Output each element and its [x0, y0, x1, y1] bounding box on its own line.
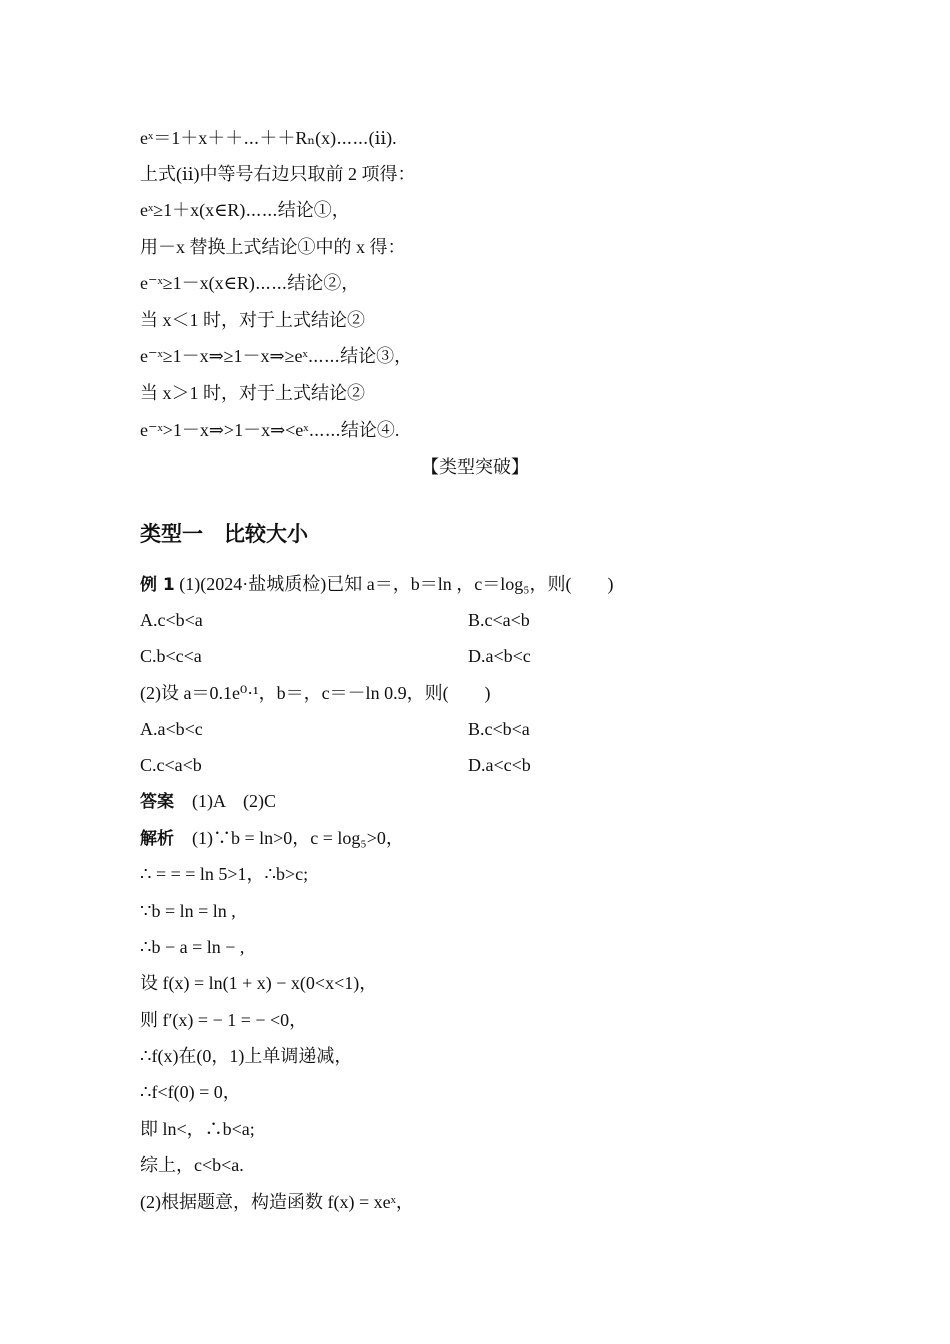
question-text: (1)(2024·盐城质检)已知 a＝，b＝ln ，c＝log₅，则( ) — [174, 574, 614, 594]
option-a: A.c<b<a — [140, 610, 203, 630]
solution-line: ∴f<f(0) = 0， — [140, 1082, 241, 1102]
answer-text: (1)A (2)C — [174, 791, 276, 811]
solution-line: 综上，c<b<a. — [140, 1155, 244, 1175]
text-line: 用－x 替换上式结论①中的 x 得： — [140, 237, 406, 257]
example-question-1 — [140, 573, 613, 596]
solution-line: ∴b − a = ln − , — [140, 937, 245, 957]
text-line: e⁻ˣ≥1－x⇒≥1－x⇒≥eˣ⋯⋯结论③， — [140, 346, 413, 366]
text-line: eˣ＝1＋x＋＋⋯＋＋Rₙ(x)⋯⋯(ⅱ). — [140, 128, 397, 148]
option-a: A.a<b<c — [140, 719, 203, 739]
example-label: 例 1 — [140, 575, 175, 595]
analysis-text: (1)∵b = ln>0，c = log₅>0， — [174, 828, 404, 848]
analysis-label: 解析 — [140, 829, 174, 849]
option-d: D.a<b<c — [468, 646, 531, 666]
section-label: 【类型突破】 — [421, 457, 529, 477]
solution-line: ∴ = = = ln 5>1，∴b>c; — [140, 864, 309, 884]
option-b: B.c<a<b — [468, 610, 530, 630]
text-line: eˣ≥1＋x(x∈R)⋯⋯结论①， — [140, 200, 350, 220]
solution-line: 则 f′(x) = − 1 = − <0， — [140, 1010, 308, 1030]
option-c: C.b<c<a — [140, 646, 202, 666]
solution-line: 即 ln<，∴b<a; — [140, 1119, 255, 1139]
solution-line: ∴f(x)在(0，1)上单调递减， — [140, 1046, 353, 1066]
option-d: D.a<c<b — [468, 755, 531, 775]
text-line: e⁻ˣ≥1－x(x∈R)⋯⋯结论②， — [140, 273, 360, 293]
answer-line — [140, 790, 276, 813]
text-line: e⁻ˣ>1－x⇒>1－x⇒<eˣ⋯⋯结论④. — [140, 420, 400, 440]
analysis-line — [140, 827, 404, 850]
example-question-2: (2)设 a＝0.1e⁰·¹，b＝，c＝－ln 0.9，则( ) — [140, 683, 491, 703]
text-line: 当 x＞1 时，对于上式结论② — [140, 383, 365, 403]
solution-line: 设 f(x) = ln(1 + x) − x(0<x<1)， — [140, 973, 378, 993]
option-b: B.c<b<a — [468, 719, 530, 739]
solution-line: ∵b = ln = ln , — [140, 901, 236, 921]
text-line: 上式(ⅱ)中等号右边只取前 2 项得： — [140, 164, 416, 184]
section-heading: 类型一 比较大小 — [140, 522, 308, 546]
text-line: 当 x＜1 时，对于上式结论② — [140, 310, 365, 330]
solution-line: (2)根据题意，构造函数 f(x) = xeˣ， — [140, 1192, 414, 1212]
option-c: C.c<a<b — [140, 755, 202, 775]
answer-label: 答案 — [140, 792, 174, 812]
